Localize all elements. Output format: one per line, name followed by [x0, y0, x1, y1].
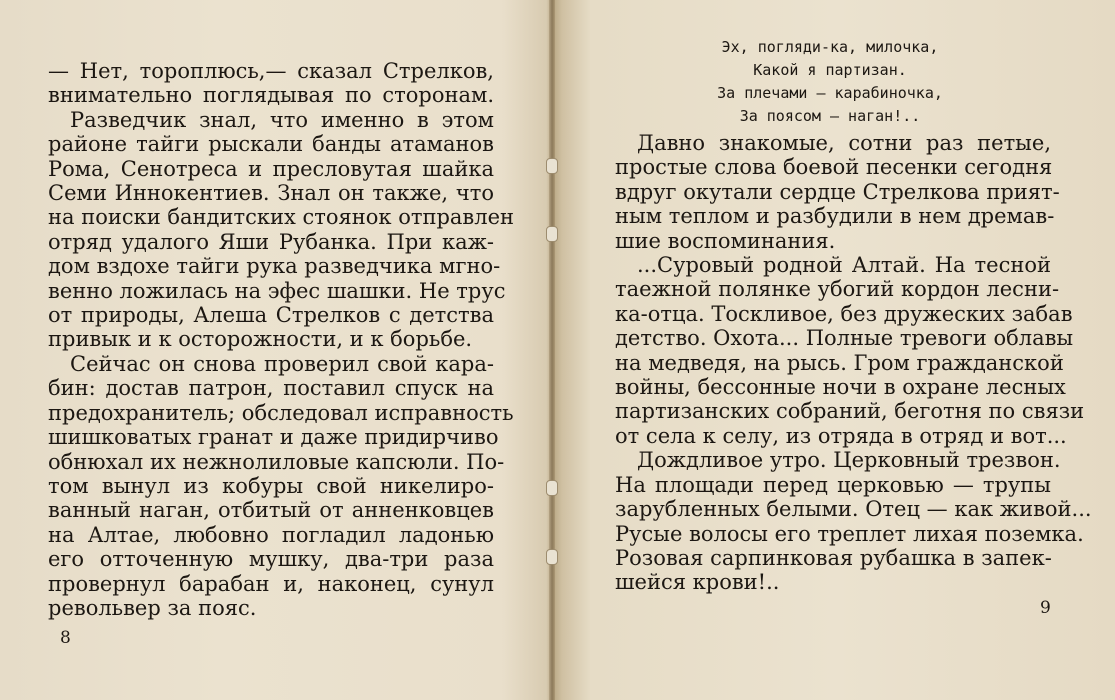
text-line: привык и к осторожности, и к борьбе. — [48, 327, 473, 352]
text-line: ...Суровый родной Алтай. На тесной — [637, 253, 1051, 278]
text-line: партизанских собраний, беготня по связи — [615, 399, 1085, 424]
text-line: Русые волосы его треплет лихая поземка. — [615, 521, 1084, 546]
text-line: зарубленных белыми. Отец — как живой... — [615, 497, 1092, 522]
right-page-number: 9 — [1040, 598, 1051, 618]
text-line: на Алтае, любовно погладил ладонью — [48, 522, 494, 547]
poem-line: За поясом — наган!.. — [739, 107, 921, 125]
text-line: том вынул из кобуры свой никелиро- — [48, 473, 494, 498]
text-line: на медведя, на рысь. Гром гражданской — [615, 350, 1064, 375]
text-line: На площади перед церковью — трупы — [615, 472, 1051, 497]
text-line: револьвер за пояс. — [48, 595, 257, 620]
text-line: Розовая сарпинковая рубашка в запек- — [615, 545, 1052, 570]
text-line: шишковатых гранат и даже придирчиво — [48, 425, 499, 450]
text-line: от природы, Алеша Стрелков с детства — [48, 303, 494, 328]
text-line: внимательно поглядывая по сторонам. — [48, 83, 494, 108]
text-line: ным теплом и разбудили в нем дремав- — [615, 204, 1055, 229]
text-line: обнюхал их нежнолиловые капсюли. По- — [48, 449, 505, 474]
poem-line: Эх, погляди-ка, милочка, — [721, 38, 939, 56]
poem-line: Какой я партизан. — [753, 61, 907, 79]
text-line: дом вздохе тайги рука разведчика мгно- — [48, 254, 501, 279]
text-line: отряд удалого Яши Рубанка. При каж- — [48, 229, 494, 254]
text-line: бин: достав патрон, поставил спуск на — [48, 376, 494, 401]
text-line: ванный наган, отбитый от анненковцев — [48, 498, 494, 523]
text-line: шие воспоминания. — [615, 228, 836, 253]
text-line: Давно знакомые, сотни раз петые, — [637, 131, 1051, 155]
text-line: провернул барабан и, наконец, сунул — [48, 571, 494, 596]
text-line: Дождливое утро. Церковный трезвон. — [637, 448, 1061, 473]
text-line: Рома, Сенотреса и пресловутая шайка — [48, 156, 494, 181]
left-page — [0, 0, 553, 700]
text-line: на поиски бандитских стоянок отправлен — [48, 205, 515, 230]
text-line: войны, бессонные ночи в охране лесных — [615, 375, 1066, 400]
text-line: районе тайги рыскали банды атаманов — [48, 132, 494, 157]
text-line: венно ложилась на эфес шашки. Не трус — [48, 278, 506, 303]
text-line: таежной полянке убогий кордон лесни- — [615, 277, 1060, 302]
text-line: — Нет, тороплюсь,— сказал Стрелков, — [48, 59, 494, 83]
poem-line: За плечами — карабиночка, — [717, 84, 943, 102]
text-line: шейся крови!.. — [615, 570, 780, 595]
text-line: Сейчас он снова проверил свой кара- — [70, 351, 494, 376]
text-line: детство. Охота... Полные тревоги облавы — [615, 326, 1074, 351]
left-page-number: 8 — [60, 628, 71, 648]
text-line: вдруг окутали сердце Стрелкова прият- — [615, 179, 1060, 204]
left-page-text — [48, 59, 515, 620]
text-line: простые слова боевой песенки сегодня — [615, 155, 1053, 180]
text-line: Разведчик знал, что именно в этом — [70, 107, 494, 132]
text-line: от села к селу, из отряда в отряд и вот... — [615, 423, 1067, 448]
text-line: предохранитель; обследовал исправность — [48, 400, 514, 425]
text-line: ка-отца. Тоскливое, без дружеских забав — [615, 301, 1073, 326]
right-page-text — [615, 131, 1092, 595]
text-line: Семи Иннокентиев. Знал он также, что — [48, 181, 494, 206]
text-line: его отточенную мушку, два-три раза — [48, 547, 494, 572]
